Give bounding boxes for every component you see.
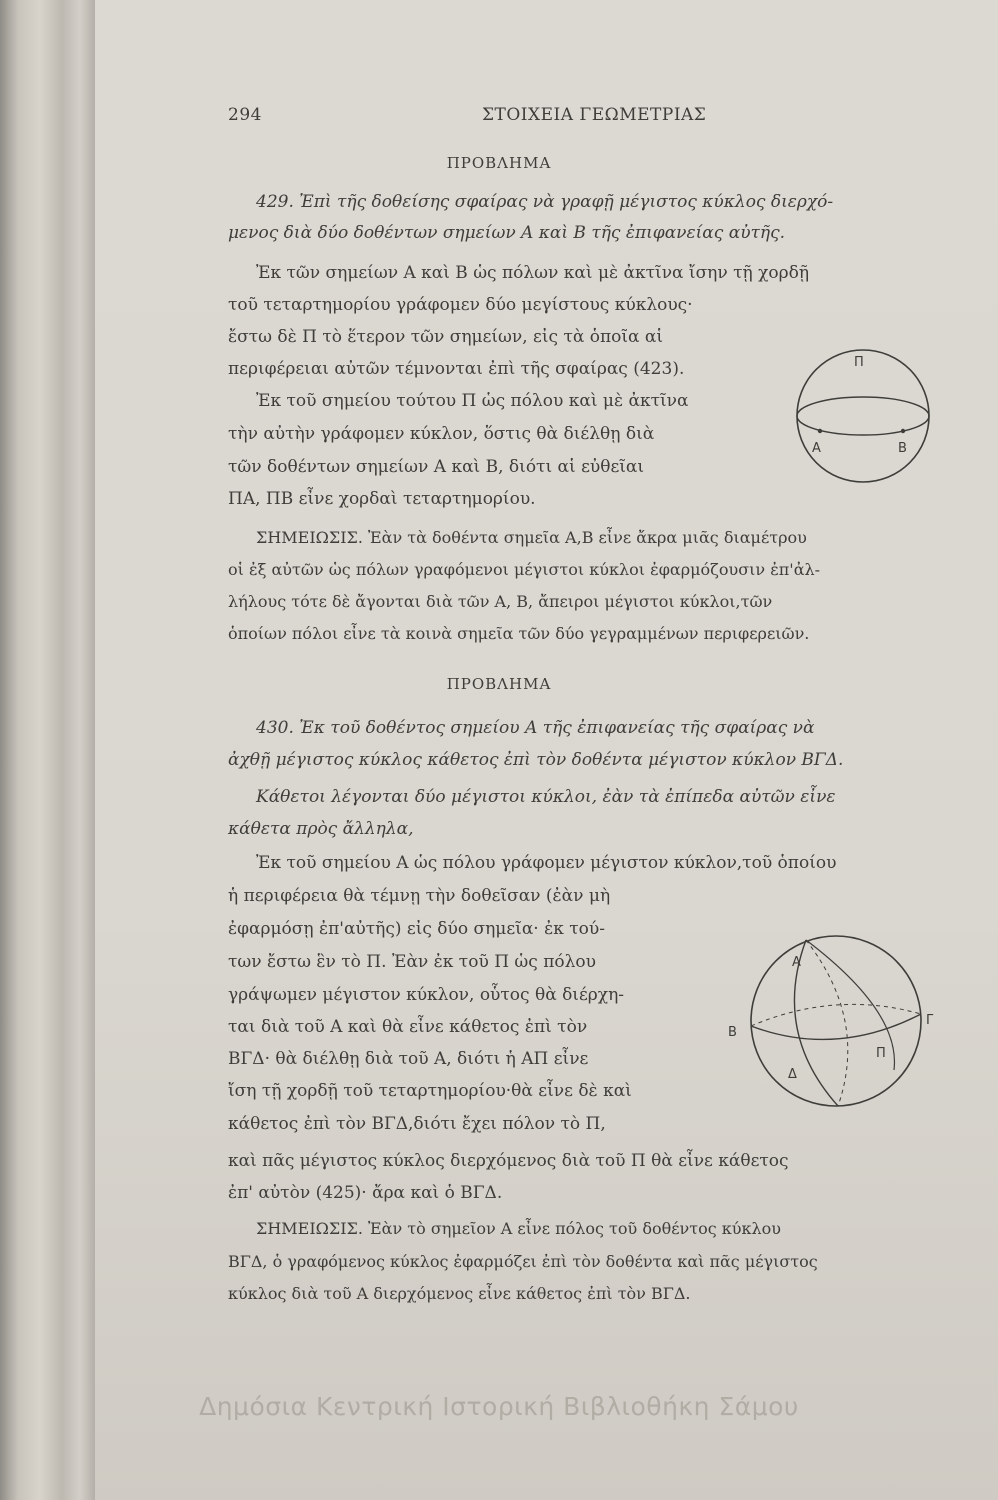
figure-label-pi: Π (854, 355, 864, 370)
problem-429-note-line: οἱ ἐξ αὐτῶν ὡς πόλων γραφόμενοι μέγιστοι κύκλοι ἐφαρμόζουσιν ἐπ'ἀλ- (228, 560, 821, 579)
problem-430-statement-line: 430. Ἐκ τοῦ δοθέντος σημείου Α τῆς ἐπιφανείας τῆς σφαίρας νὰ (256, 718, 815, 738)
sphere-figure-429 (790, 328, 940, 498)
problem-430-solution-line: ΒΓΔ· θὰ διέλθῃ διὰ τοῦ Α, διότι ἡ ΑΠ εἶνε (228, 1049, 589, 1069)
problem-430-statement-line: ἀχθῇ μέγιστος κύκλος κάθετος ἐπὶ τὸν δοθέντα μέγιστον κύκλον ΒΓΔ. (228, 750, 844, 770)
running-title: ΣΤΟΙΧΕΙΑ ΓΕΩΜΕΤΡΙΑΣ (482, 105, 707, 125)
problem-430-definition-line: κάθετα πρὸς ἄλληλα, (228, 819, 414, 839)
problem-430-solution-line: ἡ περιφέρεια θὰ τέμνῃ τὴν δοθεῖσαν (ἐὰν μὴ (228, 886, 611, 906)
problem-429-solution-line: τῶν δοθέντων σημείων Α καὶ Β, διότι αἱ εὐθεῖαι (228, 457, 645, 477)
problem-429-solution-line: περιφέρειαι αὐτῶν τέμνονται ἐπὶ τῆς σφαίρας (423). (228, 359, 685, 379)
problem-429-solution-line: ἔστω δὲ Π τὸ ἕτερον τῶν σημείων, εἰς τὰ ὁποῖα αἱ (228, 327, 664, 347)
figure-label-pi: Π (876, 1046, 886, 1061)
problem-430-definition-line: Κάθετοι λέγονται δύο μέγιστοι κύκλοι, ἐὰν τὰ ἐπίπεδα αὐτῶν εἶνε (256, 787, 836, 807)
problem-429-statement-line: μενος διὰ δύο δοθέντων σημείων Α καὶ Β τῆς ἐπιφανείας αὐτῆς. (228, 223, 786, 243)
problem-430-solution-line: ἐπ' αὐτὸν (425)· ἄρα καὶ ὁ ΒΓΔ. (228, 1183, 503, 1203)
problem-429-solution-line: τοῦ τεταρτημορίου γράφομεν δύο μεγίστους κύκλους· (228, 295, 693, 315)
figure-label-a: Α (792, 955, 801, 970)
book-spine-shadow (0, 0, 95, 1500)
problem-430-solution-line: καὶ πᾶς μέγιστος κύκλος διερχόμενος διὰ τοῦ Π θὰ εἶνε κάθετος (228, 1151, 789, 1171)
figure-label-gamma: Γ (926, 1013, 934, 1028)
figure-label-b: Β (728, 1025, 737, 1040)
problem-430-solution-line: των ἔστω ἓν τὸ Π. Ἐὰν ἐκ τοῦ Π ὡς πόλου (228, 952, 596, 972)
problem-430-solution-line: Ἐκ τοῦ σημείου Α ὡς πόλου γράφομεν μέγιστον κύκλον,τοῦ ὁποίου (256, 853, 837, 873)
problem-430-heading: ΠΡΟΒΛΗΜΑ (446, 675, 552, 693)
problem-429-solution-line: ΠΑ, ΠΒ εἶνε χορδαὶ τεταρτημορίου. (228, 489, 536, 509)
problem-429-note-line: ὁποίων πόλοι εἶνε τὰ κοινὰ σημεῖα τῶν δύο γεγραμμένων περιφερειῶν. (228, 624, 810, 643)
figure-label-delta: Δ (788, 1067, 797, 1082)
problem-430-note-line: ΣΗΜΕΙΩΣΙΣ. Ἐὰν τὸ σημεῖον Α εἶνε πόλος τοῦ δοθέντος κύκλου (256, 1219, 782, 1238)
problem-430-solution-line: κάθετος ἐπὶ τὸν ΒΓΔ,διότι ἔχει πόλον τὸ Π, (228, 1114, 606, 1134)
figure-label-a: Α (812, 441, 821, 456)
problem-429-note-line: λήλους τότε δὲ ἄγονται διὰ τῶν Α, Β, ἄπειροι μέγιστοι κύκλοι,τῶν (228, 592, 773, 611)
library-watermark: Δημόσια Κεντρική Ιστορική Βιβλιοθήκη Σάμου (199, 1392, 799, 1421)
page-number: 294 (228, 105, 262, 125)
problem-429-heading: ΠΡΟΒΛΗΜΑ (446, 154, 552, 172)
problem-430-solution-line: ται διὰ τοῦ Α καὶ θὰ εἶνε κάθετος ἐπὶ τὸν (228, 1017, 588, 1037)
problem-430-solution-line: γράψωμεν μέγιστον κύκλον, οὗτος θὰ διέρχη- (228, 985, 625, 1005)
problem-429-note-line: ΣΗΜΕΙΩΣΙΣ. Ἐὰν τὰ δοθέντα σημεῖα Α,Β εἶνε ἄκρα μιᾶς διαμέτρου (256, 528, 807, 547)
problem-430-solution-line: ἐφαρμόσῃ ἐπ'αὐτῆς) εἰς δύο σημεῖα· ἐκ τού- (228, 919, 605, 939)
problem-430-note-line: ΒΓΔ, ὁ γραφόμενος κύκλος ἐφαρμόζει ἐπὶ τὸν δοθέντα καὶ πᾶς μέγιστος (228, 1252, 818, 1271)
problem-430-note-line: κύκλος διὰ τοῦ Α διερχόμενος εἶνε κάθετος ἐπὶ τὸν ΒΓΔ. (228, 1284, 691, 1303)
figure-label-b: Β (898, 441, 907, 456)
problem-429-solution-line: τὴν αὐτὴν γράφομεν κύκλον, ὅστις θὰ διέλθῃ διὰ (228, 424, 655, 444)
problem-429-solution-line: Ἐκ τῶν σημείων Α καὶ Β ὡς πόλων καὶ μὲ ἀκτῖνα ἴσην τῇ χορδῇ (256, 263, 810, 283)
sphere-figure-430 (718, 922, 953, 1122)
problem-429-statement-line: 429. Ἐπὶ τῆς δοθείσης σφαίρας νὰ γραφῇ μέγιστος κύκλος διερχό- (256, 192, 834, 212)
problem-429-solution-line: Ἐκ τοῦ σημείου τούτου Π ὡς πόλου καὶ μὲ ἀκτῖνα (256, 391, 689, 411)
problem-430-solution-line: ἴση τῇ χορδῇ τοῦ τεταρτημορίου·θὰ εἶνε δὲ καὶ (228, 1081, 632, 1101)
page-header (228, 105, 928, 129)
